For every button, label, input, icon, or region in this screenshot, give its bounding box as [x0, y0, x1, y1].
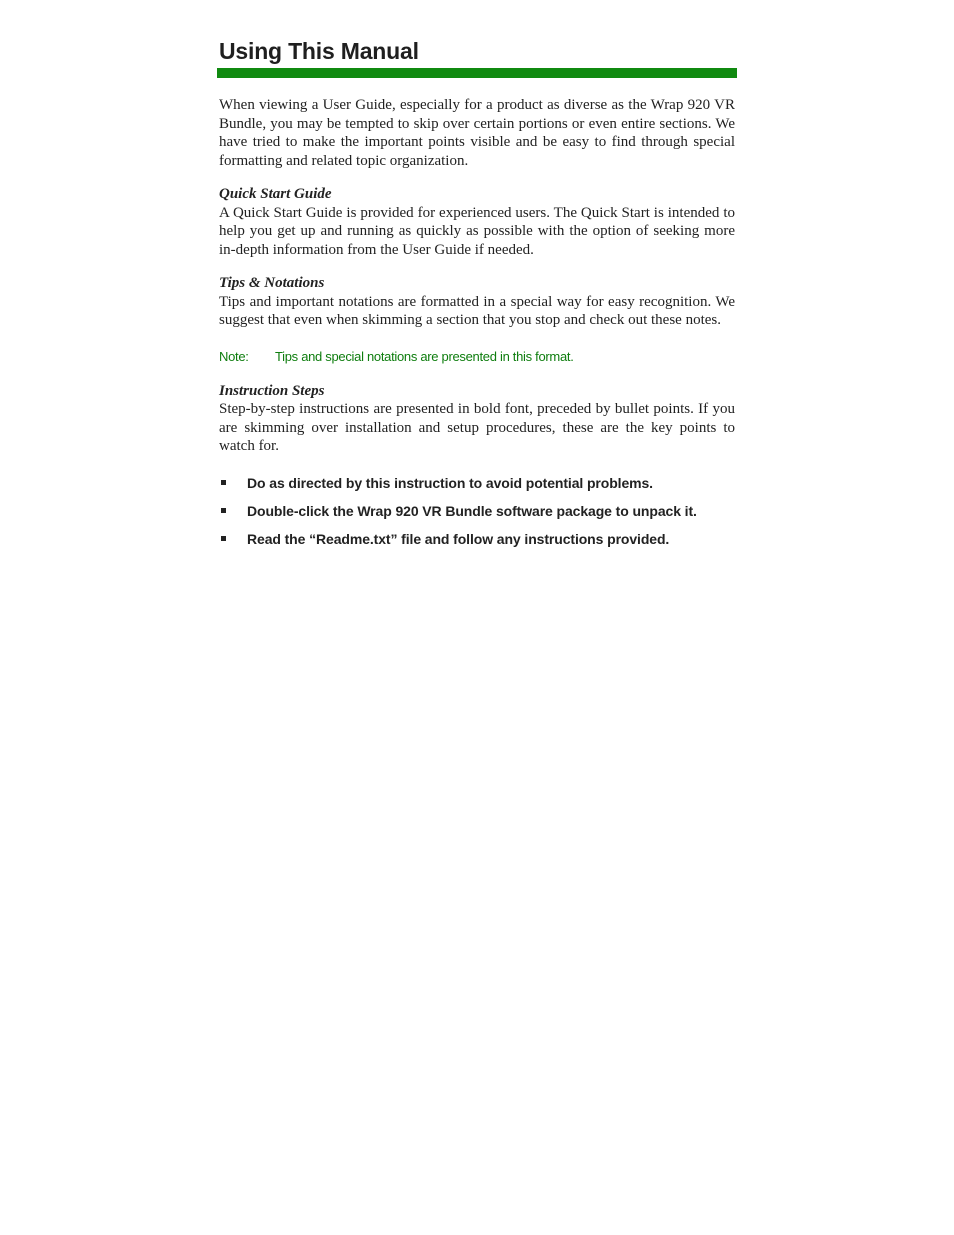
instructions-text: Step-by-step instructions are presented in bold font, preceded by bullet points. If you are skimming over installation and setup procedures, these are the key points to watch for.	[219, 401, 735, 454]
manual-page	[219, 36, 735, 558]
instructions-heading: Instruction Steps	[219, 382, 325, 399]
square-bullet-icon	[219, 530, 247, 548]
tips-section	[219, 274, 735, 330]
instruction-step	[219, 502, 735, 520]
instruction-step	[219, 530, 735, 548]
square-bullet-icon	[219, 474, 247, 492]
page-title: Using This Manual	[219, 38, 419, 64]
intro-paragraph: When viewing a User Guide, especially for a product as diverse as the Wrap 920 VR Bundle, you may be tempted to skip over certain portions or even entire sections. We have tried to make the important points visible and be easy to find through special formatting and related topic organization.	[219, 97, 735, 169]
note-text: Tips and special notations are presented in this format.	[275, 348, 574, 364]
instruction-steps-list	[219, 474, 735, 548]
instruction-step-text: Do as directed by this instruction to avoid potential problems.	[247, 474, 653, 491]
quick-start-heading: Quick Start Guide	[219, 186, 332, 202]
tips-heading: Tips & Notations	[219, 275, 325, 291]
note-label: Note:	[219, 348, 249, 364]
note-example	[219, 349, 735, 365]
square-bullet-icon	[219, 502, 247, 520]
tips-text: Tips and important notations are formatted in a special way for easy recognition. We suggest that even when skimming a section that you stop and check out these notes.	[219, 293, 735, 328]
instruction-step-text: Double-click the Wrap 920 VR Bundle software package to unpack it.	[247, 502, 697, 519]
instructions-section	[219, 382, 735, 456]
quick-start-section	[219, 185, 735, 259]
title-divider	[217, 68, 737, 78]
instruction-step	[219, 474, 735, 492]
quick-start-text: A Quick Start Guide is provided for experienced users. The Quick Start is intended to help you get up and running as quickly as possible with the option of seeking more in-depth information from the User Guide if needed.	[219, 204, 735, 258]
instruction-step-text: Read the “Readme.txt” file and follow any instructions provided.	[247, 530, 670, 547]
